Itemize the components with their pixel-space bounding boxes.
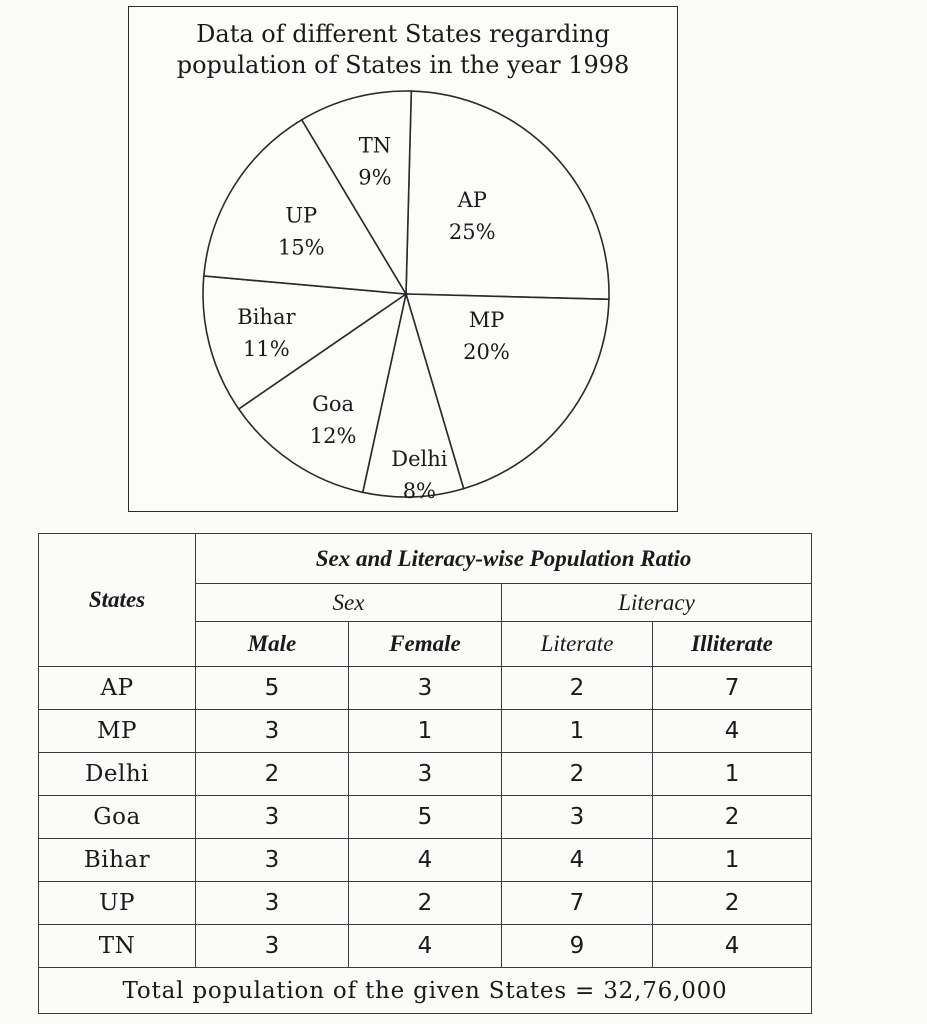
col-literate: Literate xyxy=(502,622,653,667)
slice-value-goa: 12% xyxy=(309,424,357,449)
state-cell: Delhi xyxy=(39,753,196,796)
table-row xyxy=(39,925,812,968)
table-row xyxy=(39,796,812,839)
header-literacy: Literacy xyxy=(502,584,812,622)
header-states: States xyxy=(39,534,196,667)
literate-cell: 4 xyxy=(502,839,653,882)
illiterate-cell: 7 xyxy=(653,667,812,710)
pie-chart xyxy=(129,7,679,513)
state-cell: AP xyxy=(39,667,196,710)
header-sex: Sex xyxy=(196,584,502,622)
slice-label-tn: TN xyxy=(358,133,392,158)
illiterate-cell: 1 xyxy=(653,839,812,882)
slice-value-up: 15% xyxy=(277,235,325,260)
col-illiterate: Illiterate xyxy=(653,622,812,667)
state-cell: TN xyxy=(39,925,196,968)
slice-label-up: UP xyxy=(285,203,318,228)
literate-cell: 2 xyxy=(502,667,653,710)
chart-title-line2: population of States in the year 1998 xyxy=(176,51,630,79)
state-cell: Goa xyxy=(39,796,196,839)
slice-label-delhi: Delhi xyxy=(391,447,448,472)
population-ratio-table-wrap xyxy=(38,533,811,1014)
illiterate-cell: 4 xyxy=(653,925,812,968)
illiterate-cell: 1 xyxy=(653,753,812,796)
slice-value-ap: 25% xyxy=(448,220,496,245)
table-body xyxy=(39,667,812,968)
total-population: Total population of the given States = 32,76,000 xyxy=(39,968,812,1014)
illiterate-cell: 2 xyxy=(653,796,812,839)
literate-cell: 9 xyxy=(502,925,653,968)
male-cell: 5 xyxy=(196,667,349,710)
table-row xyxy=(39,882,812,925)
table-row xyxy=(39,667,812,710)
table-row xyxy=(39,753,812,796)
state-cell: UP xyxy=(39,882,196,925)
state-cell: MP xyxy=(39,710,196,753)
pie-chart-panel xyxy=(128,6,678,512)
male-cell: 3 xyxy=(196,925,349,968)
slice-value-bihar: 11% xyxy=(243,336,290,361)
col-male: Male xyxy=(196,622,349,667)
table-row xyxy=(39,710,812,753)
table-row xyxy=(39,839,812,882)
female-cell: 2 xyxy=(349,882,502,925)
col-female: Female xyxy=(349,622,502,667)
header-main: Sex and Literacy-wise Population Ratio xyxy=(196,534,812,584)
slice-label-goa: Goa xyxy=(312,392,355,417)
literate-cell: 1 xyxy=(502,710,653,753)
slice-value-delhi: 8% xyxy=(402,479,437,504)
male-cell: 3 xyxy=(196,796,349,839)
female-cell: 3 xyxy=(349,753,502,796)
female-cell: 4 xyxy=(349,925,502,968)
state-cell: Bihar xyxy=(39,839,196,882)
female-cell: 1 xyxy=(349,710,502,753)
male-cell: 3 xyxy=(196,882,349,925)
slice-value-tn: 9% xyxy=(358,165,392,190)
female-cell: 3 xyxy=(349,667,502,710)
slice-label-mp: MP xyxy=(468,307,505,332)
illiterate-cell: 2 xyxy=(653,882,812,925)
pie-slice-ap xyxy=(406,91,609,299)
female-cell: 4 xyxy=(349,839,502,882)
chart-title-line1: Data of different States regarding xyxy=(196,20,610,48)
illiterate-cell: 4 xyxy=(653,710,812,753)
literate-cell: 2 xyxy=(502,753,653,796)
female-cell: 5 xyxy=(349,796,502,839)
male-cell: 3 xyxy=(196,839,349,882)
population-ratio-table xyxy=(38,533,812,1014)
slice-value-mp: 20% xyxy=(463,339,510,364)
male-cell: 3 xyxy=(196,710,349,753)
slice-label-ap: AP xyxy=(457,188,487,213)
literate-cell: 7 xyxy=(502,882,653,925)
slice-label-bihar: Bihar xyxy=(237,304,296,329)
literate-cell: 3 xyxy=(502,796,653,839)
male-cell: 2 xyxy=(196,753,349,796)
